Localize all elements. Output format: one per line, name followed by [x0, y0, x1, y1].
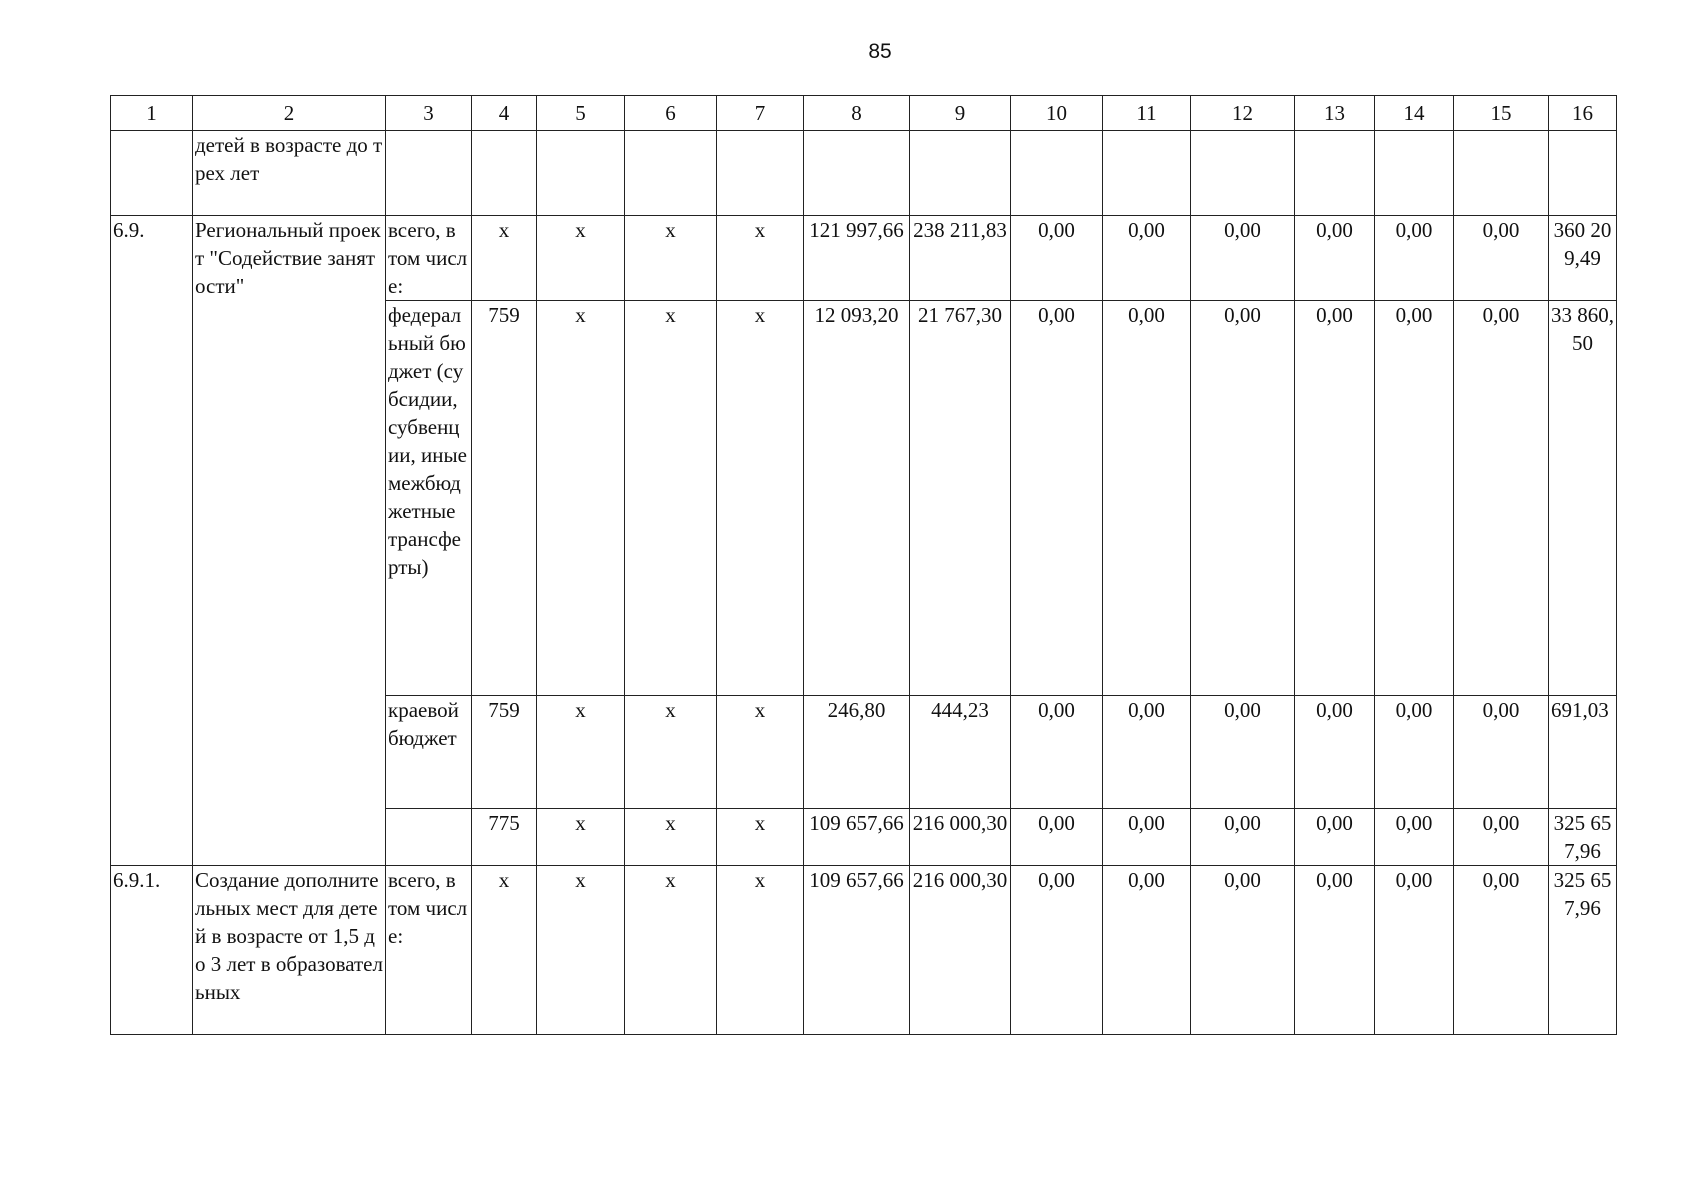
table-cell: 238 211,83 [910, 216, 1011, 301]
table-cell: 0,00 [1295, 216, 1375, 301]
table-cell: 0,00 [1103, 809, 1191, 866]
table-cell: 109 657,66 [804, 866, 910, 1035]
table-cell [625, 131, 717, 216]
table-cell [111, 131, 193, 216]
item-name: Создание дополнительных мест для детей в возрасте от 1,5 до 3 лет в образовательных [193, 866, 386, 1035]
table-cell: x [717, 216, 804, 301]
table-cell: 246,80 [804, 696, 910, 809]
table-cell: 0,00 [1011, 696, 1103, 809]
table-cell: 21 767,30 [910, 301, 1011, 696]
table-cell: x [472, 216, 537, 301]
table-cell: 325 657,96 [1549, 866, 1617, 1035]
table-cell: 0,00 [1103, 301, 1191, 696]
table-cell: 0,00 [1375, 866, 1454, 1035]
table-cell: 759 [472, 696, 537, 809]
header-cell-14: 14 [1375, 96, 1454, 131]
table-cell [1375, 131, 1454, 216]
table-cell [804, 131, 910, 216]
table-cell: x [717, 866, 804, 1035]
table-cell: 0,00 [1375, 696, 1454, 809]
funding-source: всего, в том числе: [386, 216, 472, 301]
table-cell [537, 131, 625, 216]
item-code: 6.9. [111, 216, 193, 866]
table-cell: 0,00 [1295, 809, 1375, 866]
table-cell: 775 [472, 809, 537, 866]
table-cell: x [472, 866, 537, 1035]
table-cell: 0,00 [1375, 301, 1454, 696]
table-cell: x [537, 301, 625, 696]
header-cell-4: 4 [472, 96, 537, 131]
header-cell-6: 6 [625, 96, 717, 131]
table-cell: 0,00 [1375, 216, 1454, 301]
table-cell: 0,00 [1191, 866, 1295, 1035]
table-cell: 0,00 [1191, 809, 1295, 866]
table-cell: 759 [472, 301, 537, 696]
header-cell-2: 2 [193, 96, 386, 131]
table-cell: x [625, 216, 717, 301]
table-cell: 0,00 [1103, 216, 1191, 301]
table-cell: 0,00 [1454, 301, 1549, 696]
table-cell: 360 209,49 [1549, 216, 1617, 301]
table-cell: 0,00 [1295, 301, 1375, 696]
funding-source: федеральный бюджет (субсидии, субвенции, иные межбюджетные трансферты) [386, 301, 472, 696]
table-row [111, 131, 1617, 216]
table-cell [910, 131, 1011, 216]
header-cell-1: 1 [111, 96, 193, 131]
header-cell-9: 9 [910, 96, 1011, 131]
table-cell: 325 657,96 [1549, 809, 1617, 866]
table-cell [472, 131, 537, 216]
item-code: 6.9.1. [111, 866, 193, 1035]
header-cell-5: 5 [537, 96, 625, 131]
budget-table [110, 95, 1617, 1035]
header-cell-16: 16 [1549, 96, 1617, 131]
table-cell [386, 131, 472, 216]
table-cell [1011, 131, 1103, 216]
table-cell: 216 000,30 [910, 809, 1011, 866]
table-cell: 0,00 [1011, 216, 1103, 301]
table-cell: x [537, 809, 625, 866]
table-cell: 0,00 [1103, 866, 1191, 1035]
table-cell: 0,00 [1454, 809, 1549, 866]
header-cell-11: 11 [1103, 96, 1191, 131]
table-row [111, 866, 1617, 1035]
table-cell: x [537, 696, 625, 809]
item-name: Региональный проект "Содействие занятости" [193, 216, 386, 866]
table-cell: x [625, 809, 717, 866]
header-cell-3: 3 [386, 96, 472, 131]
table-cell: x [625, 866, 717, 1035]
funding-source: краевой бюджет [386, 696, 472, 809]
table-cell: x [537, 866, 625, 1035]
page-number: 85 [868, 40, 892, 63]
table-cell: 0,00 [1011, 809, 1103, 866]
table-cell: 0,00 [1191, 696, 1295, 809]
table-cell: x [537, 216, 625, 301]
header-cell-7: 7 [717, 96, 804, 131]
header-cell-10: 10 [1011, 96, 1103, 131]
table-cell: 444,23 [910, 696, 1011, 809]
table-cell: 0,00 [1011, 301, 1103, 696]
table-cell: 33 860,50 [1549, 301, 1617, 696]
table-cell: x [717, 301, 804, 696]
table-cell: 0,00 [1375, 809, 1454, 866]
table-cell: 121 997,66 [804, 216, 910, 301]
table-cell [1191, 131, 1295, 216]
funding-source [386, 809, 472, 866]
table-cell: 0,00 [1191, 301, 1295, 696]
table-cell: 216 000,30 [910, 866, 1011, 1035]
header-cell-12: 12 [1191, 96, 1295, 131]
table-cell [1103, 131, 1191, 216]
table-cell: 0,00 [1011, 866, 1103, 1035]
header-cell-8: 8 [804, 96, 910, 131]
table-cell: 12 093,20 [804, 301, 910, 696]
table-cell: 691,03 [1549, 696, 1617, 809]
item-name-continued: детей в возрасте до трех лет [193, 131, 386, 216]
table-cell [1454, 131, 1549, 216]
table-row [111, 216, 1617, 301]
table-cell: 0,00 [1454, 216, 1549, 301]
table-cell: x [717, 809, 804, 866]
table-cell: 0,00 [1454, 696, 1549, 809]
table-cell [1295, 131, 1375, 216]
table-cell: 0,00 [1191, 216, 1295, 301]
funding-source: всего, в том числе: [386, 866, 472, 1035]
header-cell-13: 13 [1295, 96, 1375, 131]
table-cell: x [717, 696, 804, 809]
table-cell: x [625, 696, 717, 809]
header-row [111, 96, 1617, 131]
table-cell: 0,00 [1454, 866, 1549, 1035]
table-cell: 0,00 [1295, 696, 1375, 809]
table-cell: 0,00 [1295, 866, 1375, 1035]
table-cell: 0,00 [1103, 696, 1191, 809]
header-cell-15: 15 [1454, 96, 1549, 131]
table-cell [1549, 131, 1617, 216]
table-cell: x [625, 301, 717, 696]
table-cell [717, 131, 804, 216]
table-cell: 109 657,66 [804, 809, 910, 866]
